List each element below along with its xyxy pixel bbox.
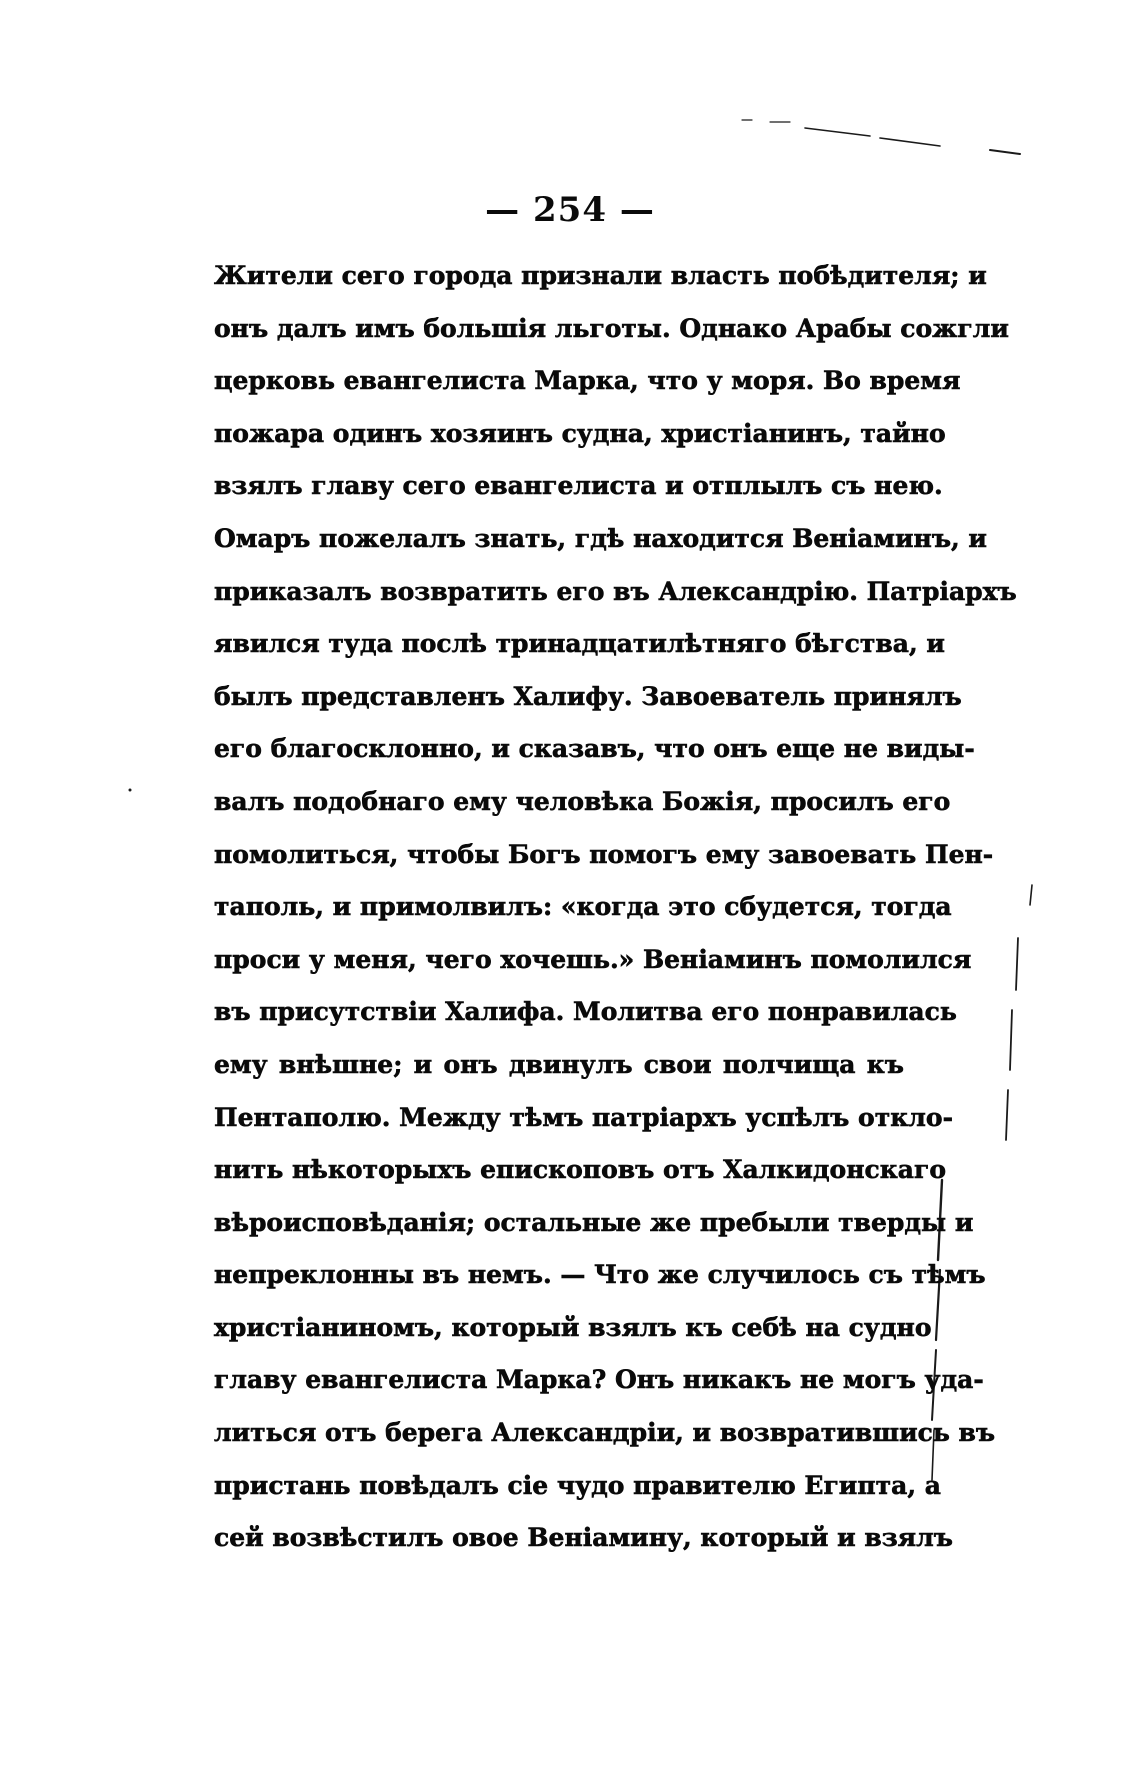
text-line: въ присутствіи Халифа. Молитва его понравилась	[214, 997, 957, 1027]
text-line: валъ подобнаго ему человѣка Божія, просилъ его	[214, 786, 951, 816]
text-line: нить нѣкоторыхъ епископовъ отъ Халкидонскаго	[214, 1155, 946, 1185]
text-line: Жители сего города признали власть побѣдителя; и	[214, 261, 987, 290]
text-line: явился туда послѣ тринадцатилѣтняго бѣгства, и	[214, 629, 945, 659]
text-line: литься отъ берега Александріи, и возвратившись въ	[214, 1418, 996, 1448]
text-line: помолиться, чтобы Богъ помогъ ему завоевать Пен-	[214, 839, 994, 869]
text-line: таполь, и примолвилъ: «когда это сбудется, тогда	[214, 892, 952, 922]
text-line: главу евангелиста Марка? Онъ никакъ не могъ уда-	[214, 1365, 984, 1395]
page-number: — 254 —	[485, 190, 655, 230]
body-text	[214, 250, 1017, 1565]
text-line: сей возвѣстилъ овое Веніамину, который и взялъ	[214, 1523, 953, 1553]
text-line: былъ представленъ Халифу. Завоеватель принялъ	[214, 681, 962, 711]
text-line: онъ далъ имъ большія льготы. Однако Арабы сожгли	[214, 313, 1009, 343]
text-line: христіаниномъ, который взялъ къ себѣ на судно	[214, 1312, 932, 1342]
text-line: пристань повѣдалъ сіе чудо правителю Египта, а	[214, 1470, 941, 1500]
text-line: приказалъ возвратить его въ Александрію. Патріархъ	[214, 576, 1017, 606]
text-line: Омаръ пожелалъ знать, гдѣ находится Веніаминъ, и	[214, 523, 987, 553]
text-line: непреклонны въ немъ. — Что же случилось съ тѣмъ	[214, 1260, 986, 1290]
text-line: пожара одинъ хозяинъ судна, христіанинъ, тайно	[214, 418, 946, 448]
text-line: ему внѣшне; и онъ двинулъ свои полчища къ	[214, 1049, 904, 1079]
text-line: проси у меня, чего хочешь.» Веніаминъ помолился	[214, 944, 972, 974]
text-line: его благосклонно, и сказавъ, что онъ еще не виды-	[214, 734, 975, 764]
text-line: вѣроисповѣданія; остальные же пребыли тверды и	[214, 1207, 974, 1237]
text-line: церковь евангелиста Марка, что у моря. Во время	[214, 366, 961, 396]
text-line: взялъ главу сего евангелиста и отплылъ съ нею.	[214, 471, 943, 501]
text-line: Пентаполю. Между тѣмъ патріархъ успѣлъ откло-	[214, 1102, 953, 1132]
